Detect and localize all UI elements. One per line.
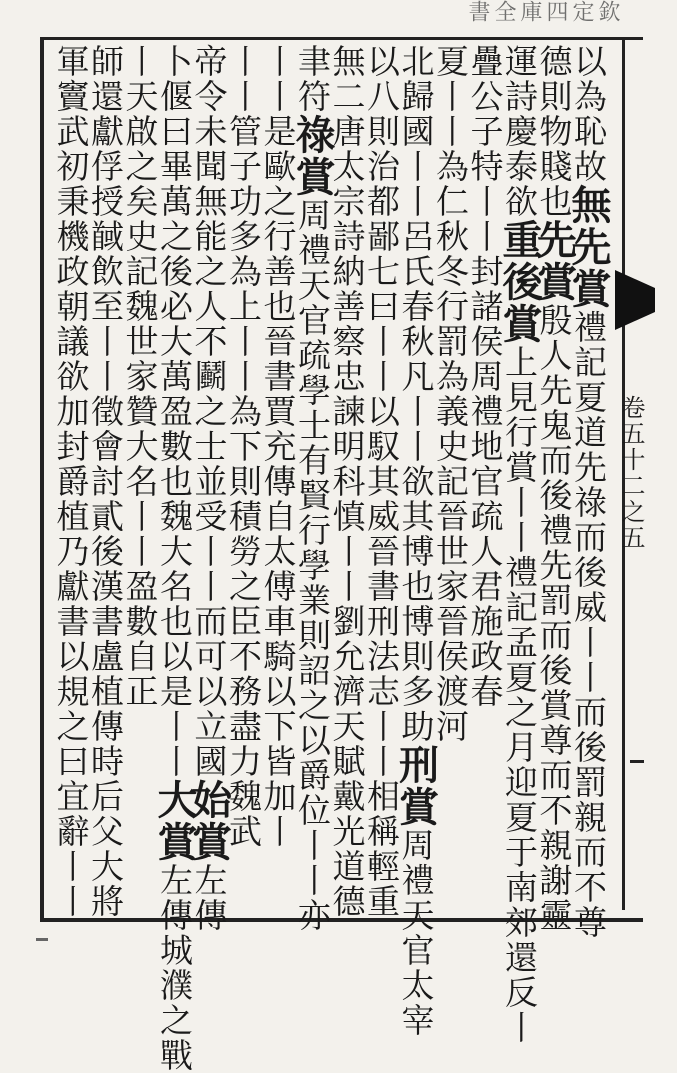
column-text: 先: [530, 219, 578, 261]
column-text: 始: [185, 779, 233, 821]
column-text: 賞: [185, 821, 233, 863]
column-text: 賞: [496, 303, 543, 345]
column-text: 丨丨是歐之行善也晉書賈充傳自太傅車騎以下皆加丨: [258, 44, 298, 849]
bottom-mark: [36, 938, 48, 941]
column-text: 賞: [151, 821, 198, 863]
column-text: 師還獻俘授馘飲至丨丨徵會討貳後漢書盧植傳時后父大將: [86, 44, 125, 919]
column-text: 祿: [289, 114, 336, 156]
column-text: 無二唐太宗詩納善察忠諫明科慎丨丨劉允濟天賦戴光道德: [327, 44, 367, 919]
column-text: 丨丨管子功多為上丨丨為下則積勞之臣不務盡力魏武: [224, 44, 263, 849]
column-text: 殷人先鬼而後禮先罰而後賞尊而不親謝靈: [534, 303, 574, 933]
column-text: 賞: [392, 786, 440, 828]
column-text: 周禮天官太宰: [396, 828, 436, 1038]
column-text: 賞: [289, 156, 336, 198]
column-text: 禮記夏道先祿而後威丨丨而後罰親而不尊: [569, 310, 608, 940]
column-text: 刑: [392, 744, 440, 786]
column-text: 重: [496, 219, 543, 261]
column-text: 以為恥故: [569, 44, 608, 184]
column-text: 德則物賤也: [534, 44, 574, 219]
top-edge-text: 欽定四庫全書: [465, 0, 620, 24]
column-text: 北歸國丨丨呂氏春秋凡丨丨欲其博也博則多助: [396, 44, 436, 744]
column-text: 封諸侯周禮地官疏人君施政春: [465, 254, 505, 709]
column-text: 疊公子特丨丨: [465, 44, 505, 254]
column-text: 夏丨丨為仁秋冬行罰為義史記晉世家晉侯渡河: [431, 44, 470, 744]
column-text: 賞: [530, 261, 578, 303]
margin-mark: [630, 760, 644, 763]
margin-title: 卷五十二之五: [617, 395, 645, 551]
column-text: 卜偃曰畢萬之後必大萬盈數也魏大名也以是丨丨: [155, 44, 194, 779]
column-text: 先: [565, 226, 612, 268]
column-text: 聿符: [293, 44, 332, 114]
column-text: 大: [151, 779, 198, 821]
column-text: 無: [565, 184, 612, 226]
column-text: 運詩慶泰欲: [500, 44, 539, 219]
column-text: 丨天啟之矣史記魏世家贊大名丨丨盈數自正: [120, 44, 160, 709]
column-text: 賞: [565, 268, 612, 310]
text-column: [48, 44, 94, 919]
column-text: 後: [496, 261, 543, 303]
column-text: 上見行賞丨丨禮記孟夏之月迎夏于南郊還反丨: [500, 345, 539, 1045]
column-text: 軍竇武初秉機政朝議欲加封爵植乃獻書以規之曰宜辭丨丨: [51, 44, 91, 919]
column-text: 以八則治都鄙七曰丨丨以馭其威晉書刑法志丨丨相稱輕重: [362, 44, 401, 919]
column-text: 帝令未聞無能之人不鬬之士並受丨丨而可以立國: [189, 44, 229, 779]
column-text: 左傳城濮之戰: [155, 863, 194, 1073]
column-text: 周禮天官疏學士有賢行學業則詔之以爵位丨丨亦: [293, 198, 332, 933]
column-text: 左傳: [189, 863, 229, 933]
